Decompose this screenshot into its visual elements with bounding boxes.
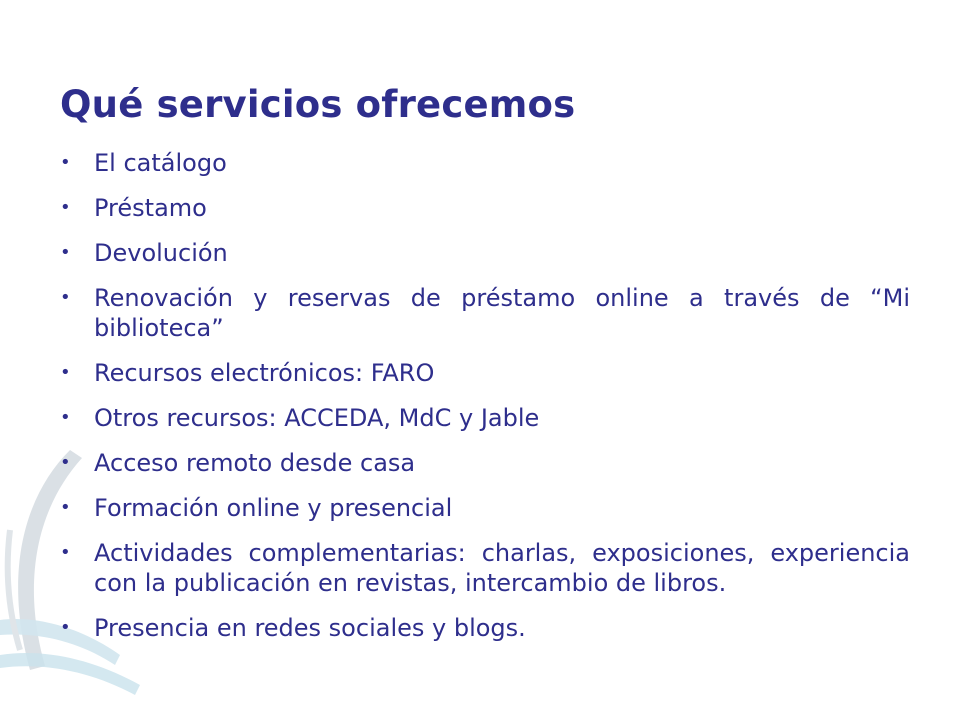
list-item bbox=[60, 403, 910, 433]
bullet-icon: • bbox=[60, 242, 71, 263]
bullet-icon: • bbox=[60, 617, 71, 638]
list-item bbox=[60, 493, 910, 523]
list-item-text: Presencia en redes sociales y blogs. bbox=[94, 614, 526, 642]
list-item bbox=[60, 148, 910, 178]
list-item bbox=[60, 238, 910, 268]
list-item bbox=[60, 448, 910, 478]
bullet-icon: • bbox=[60, 362, 71, 383]
list-item bbox=[60, 613, 910, 643]
list-item bbox=[60, 193, 910, 223]
bullet-icon: • bbox=[60, 152, 71, 173]
list-item bbox=[60, 538, 910, 598]
list-item-text: Recursos electrónicos: FARO bbox=[94, 359, 435, 387]
bullet-icon: • bbox=[60, 542, 71, 563]
list-item-text: Formación online y presencial bbox=[94, 494, 453, 522]
bullet-icon: • bbox=[60, 407, 71, 428]
list-item-text: Devolución bbox=[94, 239, 228, 267]
bullet-icon: • bbox=[60, 197, 71, 218]
list-item-text: El catálogo bbox=[94, 149, 227, 177]
list-item-text: Otros recursos: ACCEDA, MdC y Jable bbox=[94, 404, 540, 432]
slide-title: Qué servicios ofrecemos bbox=[60, 82, 576, 126]
bullet-icon: • bbox=[60, 452, 71, 473]
services-list bbox=[60, 148, 910, 658]
list-item-text: Préstamo bbox=[94, 194, 207, 222]
list-item-text: Acceso remoto desde casa bbox=[94, 449, 416, 477]
bullet-icon: • bbox=[60, 497, 71, 518]
list-item-text: Renovación y reservas de préstamo online a través de “Mi biblioteca” bbox=[94, 284, 910, 342]
list-item-text: Actividades complementarias: charlas, exposiciones, experiencia con la publicación en revistas, intercambio de libros. bbox=[94, 539, 910, 597]
list-item bbox=[60, 358, 910, 388]
list-item bbox=[60, 283, 910, 343]
bullet-icon: • bbox=[60, 287, 71, 308]
